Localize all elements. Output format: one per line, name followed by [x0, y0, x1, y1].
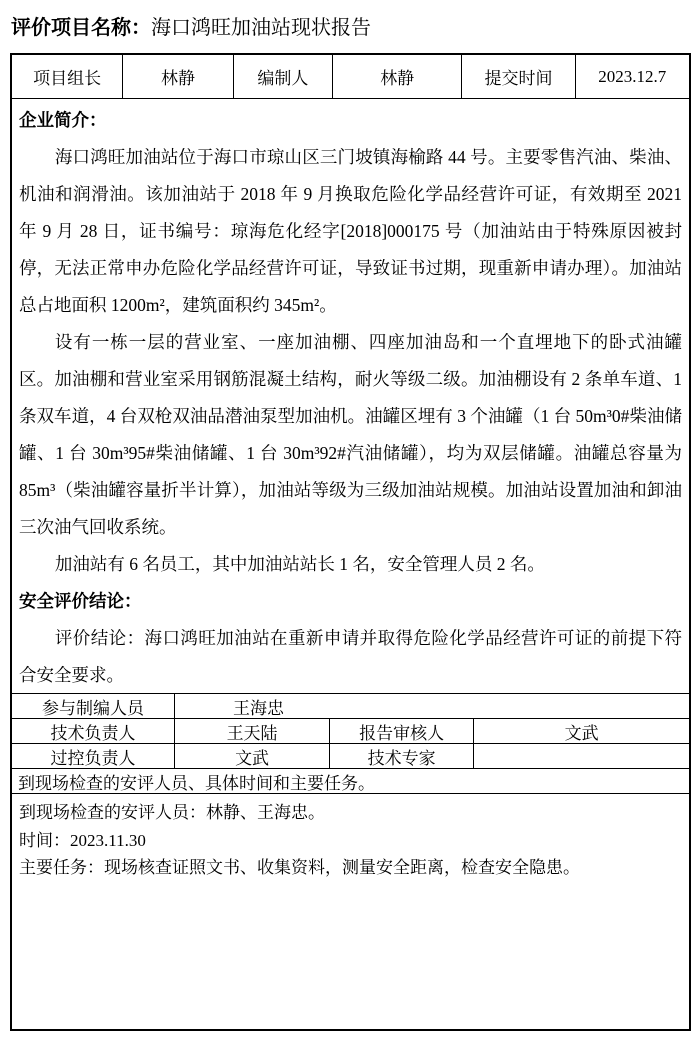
- participants-row: [12, 694, 689, 719]
- info-header-row: [12, 55, 689, 99]
- process-control-row: [12, 744, 689, 769]
- compiler-value: 林静: [333, 55, 462, 98]
- project-leader-value: 林静: [123, 55, 233, 98]
- tech-expert-label: 技术专家: [330, 744, 474, 768]
- safety-conclusion-paragraph: 评价结论：海口鸿旺加油站在重新申请并取得危险化学品经营许可证的前提下符合安全要求。: [19, 628, 682, 685]
- participants-value: 王海忠: [233, 698, 285, 718]
- company-profile-paragraph-1: 海口鸿旺加油站位于海口市琼山区三门坡镇海榆路 44 号。主要零售汽油、柴油、机油和润滑油。该加油站于 2018 年 9 月换取危险化学品经营许可证，有效期至 2021 年 9 月 28 日，证书编号：琼海危化经字[2018]000175 号（加油站由于特殊原因被封停，无法正常申办危险化学品经营许可证，导致证书过期，现重新申请办理）。加油站总占地面积 1200m²，建筑面积约 345m²。: [19, 147, 682, 315]
- project-leader-label: 项目组长: [12, 55, 123, 98]
- participants-label: 参与制编人员: [12, 694, 175, 718]
- report-body-cell: [12, 99, 689, 694]
- report-title-label: 评价项目名称：: [11, 17, 151, 39]
- process-control-value: 文武: [175, 744, 330, 768]
- report-reviewer-label: 报告审核人: [330, 719, 474, 743]
- site-inspection-heading-row: [12, 769, 689, 794]
- submit-date-value: 2023.12.7: [598, 66, 667, 86]
- site-inspection-detail-cell: [12, 794, 689, 1029]
- tech-expert-value: [474, 744, 689, 768]
- inspection-personnel-line: 到现场检查的安评人员：林静、王海忠。: [19, 803, 325, 822]
- inspection-tasks-line: 主要任务：现场核查证照文书、收集资料，测量安全距离，检查安全隐患。: [19, 858, 580, 877]
- submit-date-label: 提交时间: [462, 55, 575, 98]
- report-reviewer-value: 文武: [564, 723, 599, 743]
- company-profile-heading: 企业简介：: [19, 110, 107, 130]
- compiler-label: 编制人: [234, 55, 333, 98]
- tech-lead-row: [12, 719, 689, 744]
- safety-conclusion-heading: 安全评价结论：: [19, 591, 142, 611]
- tech-lead-value: 王天陆: [175, 719, 330, 743]
- site-inspection-heading: 到现场检查的安评人员、具体时间和主要任务。: [18, 773, 375, 793]
- inspection-date-line: 时间：2023.11.30: [19, 830, 146, 850]
- report-title: [11, 13, 371, 43]
- company-profile-paragraph-3: 加油站有 6 名员工，其中加油站站长 1 名，安全管理人员 2 名。: [54, 554, 545, 574]
- process-control-label: 过控负责人: [12, 744, 175, 768]
- tech-lead-label: 技术负责人: [12, 719, 175, 743]
- participants-value-cell: [175, 694, 689, 718]
- company-profile-paragraph-2: 设有一栋一层的营业室、一座加油棚、四座加油岛和一个直埋地下的卧式油罐区。加油棚和营业室采用钢筋混凝土结构，耐火等级二级。加油棚设有 2 条单车道、1 条双车道，4 台双枪双油品潜油泵型加油机。油罐区埋有 3 个油罐（1 台 50m³0#柴油储罐、1 台 30m³95#柴油储罐、1 台 30m³92#汽油储罐），均为双层储罐。油罐总容量为 85m³（柴油罐容量折半计算），加油站等级为三级加油站规模。加油站设置加油和卸油三次油气回收系统。: [19, 332, 682, 537]
- report-title-value: 海口鸿旺加油站现状报告: [151, 17, 371, 39]
- report-table: [10, 53, 691, 1031]
